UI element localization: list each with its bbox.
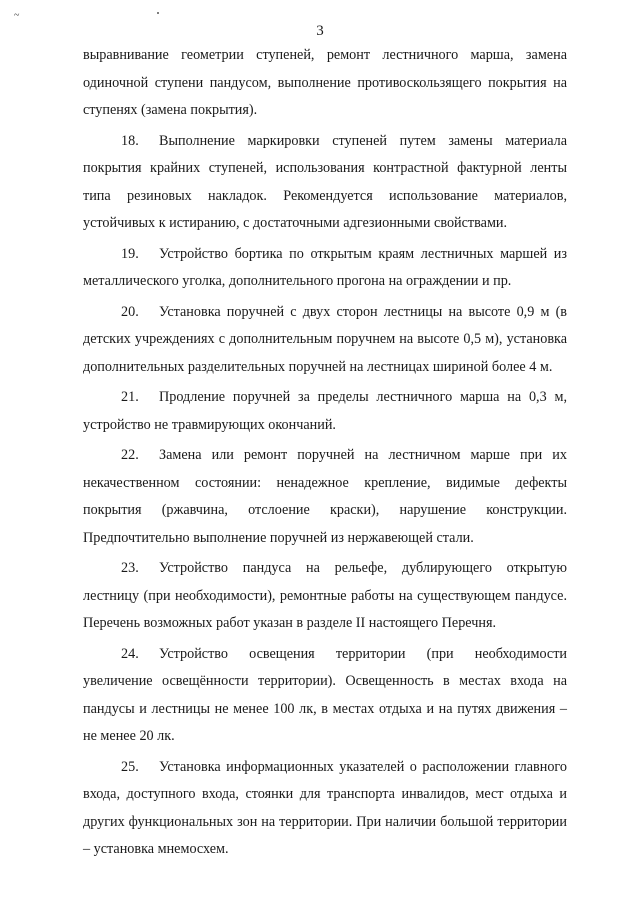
item-number: 22. xyxy=(121,447,139,463)
document-body xyxy=(83,42,567,864)
list-item-21 xyxy=(83,384,567,439)
page-number: 3 xyxy=(316,23,324,39)
item-text: Выполнение маркировки ступеней путем замены материала покрытия крайних ступеней, использования контрастной фактурной ленты типа резиновых накладок. Рекомендуется использование материалов, устойчивых к истиранию, с достаточными адгезионными свойствами. xyxy=(83,132,567,231)
item-text: Замена или ремонт поручней на лестничном марше при их некачественном состоянии: ненадежное крепление, видимые дефекты покрытия (ржавчина, отслоение краски), нарушение конструкции. Предпочтительно выполнение поручней из нержавеющей стали. xyxy=(83,447,567,546)
item-text: Установка поручней с двух сторон лестницы на высоте 0,9 м (в детских учреждениях с дополнительным поручнем на высоте 0,5 м), установка дополнительных разделительных поручней на лестницах шириной более 4 м. xyxy=(83,303,567,375)
item-number: 25. xyxy=(121,758,139,775)
item-text: Установка информационных указателей о расположении главного входа, доступного входа, стоянки для транспорта инвалидов, мест отдыха и других функциональных зон на территории. При наличии большой территории – установка мнемосхем. xyxy=(83,758,567,857)
item-text: Устройство освещения территории (при необходимости увеличение освещённости территории). Освещенность в местах входа на пандусы и лестницы не менее 100 лк, в местах отдыха и на путях движения – не менее 20 лк. xyxy=(83,645,567,744)
item-number: 24. xyxy=(121,645,139,662)
list-item-24 xyxy=(83,641,567,751)
list-item-19 xyxy=(83,241,567,296)
item-number: 23. xyxy=(121,560,139,576)
item-number: 18. xyxy=(121,132,139,149)
item-text: Устройство бортика по открытым краям лестничных маршей из металлического уголка, дополнительного прогона на ограждении и пр. xyxy=(83,245,567,289)
item-text: Устройство пандуса на рельефе, дублирующего открытую лестницу (при необходимости), ремонтные работы на существующем пандусе. Перечень возможных работ указан в разделе II настоящего Перечня. xyxy=(83,560,567,631)
item-text: Продление поручней за пределы лестничного марша на 0,3 м, устройство не травмирующих окончаний. xyxy=(83,389,567,433)
continuation-paragraph: выравнивание геометрии ступеней, ремонт лестничного марша, замена одиночной ступени пандусом, выполнение противоскользящего покрытия на ступенях (замена покрытия). xyxy=(83,47,567,118)
list-item-20 xyxy=(83,299,567,382)
item-number: 20. xyxy=(121,303,139,320)
list-item-22 xyxy=(83,442,567,552)
item-number: 21. xyxy=(121,389,139,405)
item-number: 19. xyxy=(121,245,139,262)
corner-mark: ~ xyxy=(14,10,20,21)
list-item-23 xyxy=(83,555,567,638)
list-item-25 xyxy=(83,754,567,864)
list-item-18 xyxy=(83,128,567,238)
scan-speck xyxy=(157,12,159,14)
